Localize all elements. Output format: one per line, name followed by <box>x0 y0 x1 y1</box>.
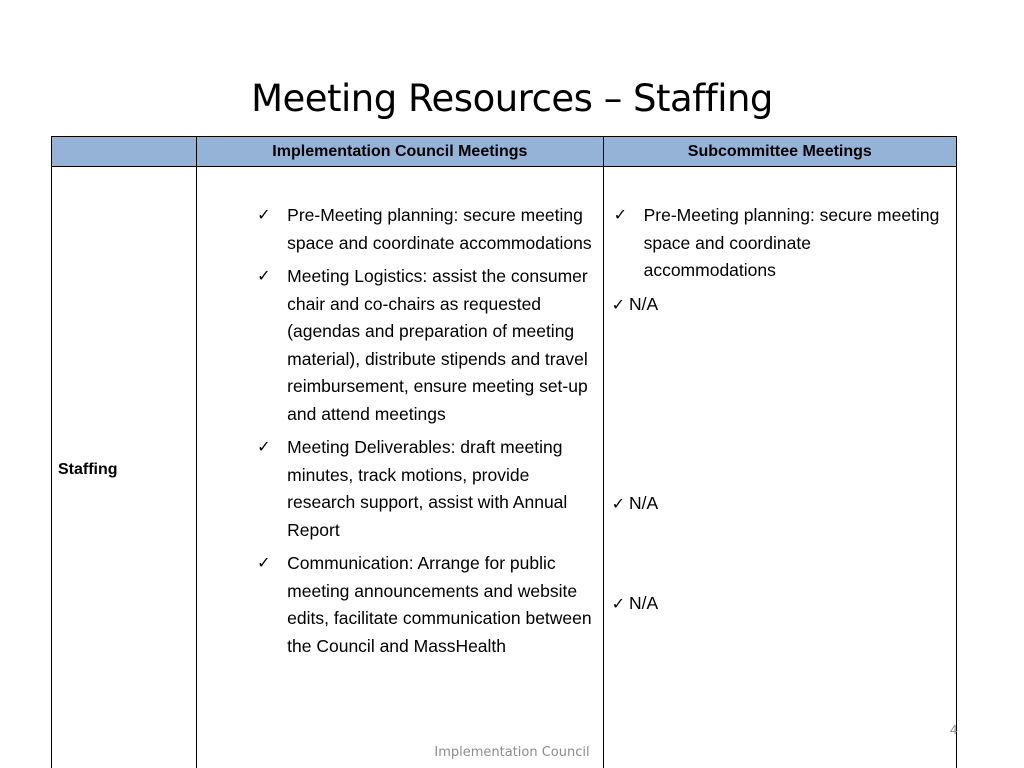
list-item <box>253 202 592 257</box>
header-subcommittee-meetings: Subcommittee Meetings <box>603 137 956 167</box>
list-item-text: N/A <box>629 592 659 613</box>
list-item-text: Communication: Arrange for public meeting announcements and website edits, facilitate communication between the Council and MassHealth <box>287 553 592 656</box>
table-row-staffing <box>52 167 957 768</box>
subcommittee-checklist <box>612 202 946 618</box>
list-item-text: Pre-Meeting planning: secure meeting space and coordinate accommodations <box>287 205 592 253</box>
list-item-text: Pre-Meeting planning: secure meeting space and coordinate accommodations <box>643 205 940 280</box>
row-label-staffing: Staffing <box>52 167 197 768</box>
subcommittee-cell <box>603 167 956 768</box>
slide-title: Meeting Resources – Staffing <box>251 77 773 120</box>
list-item <box>253 550 592 660</box>
implementation-checklist <box>253 202 592 660</box>
table-header-row <box>52 137 957 167</box>
implementation-council-cell <box>197 167 603 768</box>
header-cell-empty <box>52 137 197 167</box>
header-implementation-council-meetings: Implementation Council Meetings <box>197 137 603 167</box>
checkmark-icon: ✓ <box>611 296 625 314</box>
list-item-text: Meeting Logistics: assist the consumer chair and co-chairs as requested (agendas and preparation of meeting material), distribute stipends and travel reimbursement, ensure meeting set-up and attend meetings <box>287 266 588 424</box>
list-item <box>612 490 946 519</box>
staffing-table <box>51 136 957 768</box>
list-item-text: N/A <box>629 493 659 513</box>
list-item <box>612 202 946 285</box>
list-item-text: Meeting Deliverables: draft meeting minutes, track motions, provide research support, assist with Annual Report <box>287 437 568 540</box>
checkmark-icon: ✓ <box>257 268 271 285</box>
slide-footer: Implementation Council <box>434 745 590 760</box>
checkmark-icon: ✓ <box>257 555 271 572</box>
list-item <box>612 291 946 320</box>
checkmark-icon: ✓ <box>257 207 271 224</box>
checkmark-icon: ✓ <box>257 439 271 456</box>
list-item <box>253 434 592 544</box>
list-item-text: N/A <box>629 293 659 314</box>
list-item <box>612 590 946 619</box>
checkmark-icon: ✓ <box>611 496 625 513</box>
checkmark-icon: ✓ <box>613 207 627 224</box>
page-number: 4 <box>950 722 958 737</box>
list-item <box>253 263 592 428</box>
checkmark-icon: ✓ <box>611 595 625 613</box>
